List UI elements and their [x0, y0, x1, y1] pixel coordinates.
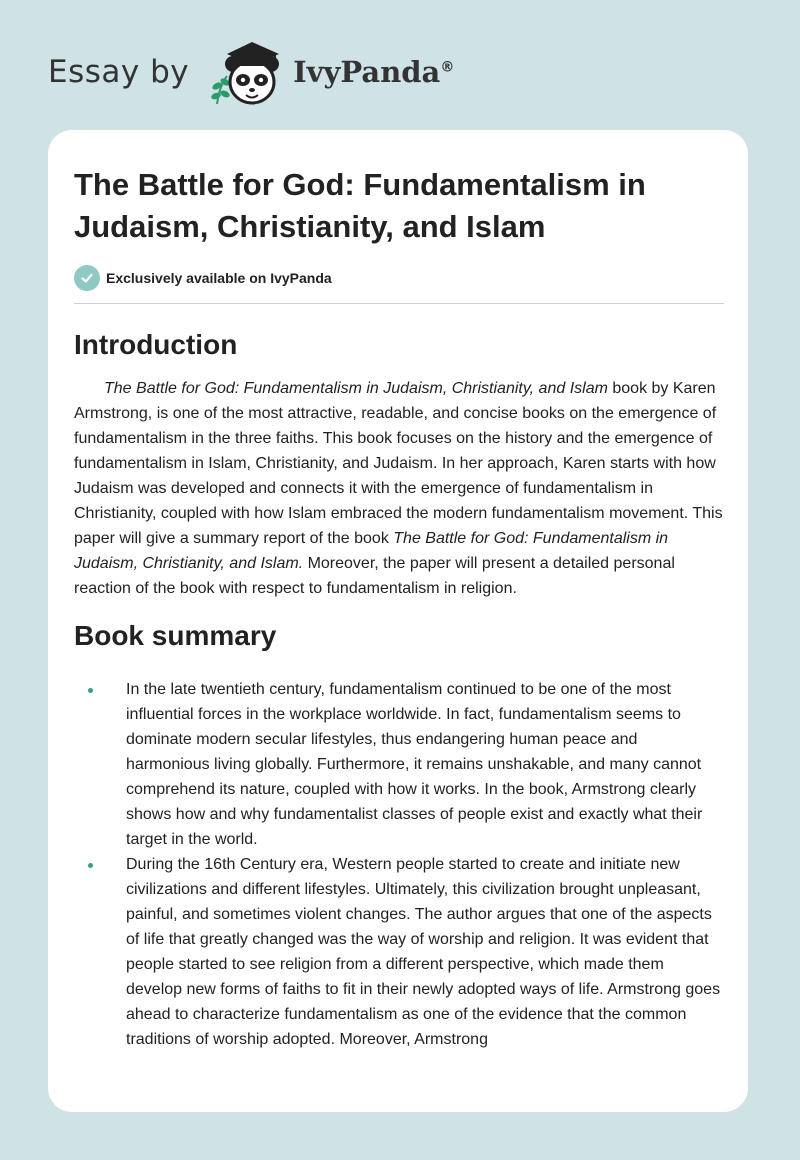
essay-card	[48, 130, 748, 1112]
book-title-italic: The Battle for God: Fundamentalism in Judaism, Christianity, and Islam.	[74, 530, 669, 572]
brand-name: IvyPanda®	[293, 55, 455, 89]
panda-logo-icon	[205, 34, 289, 110]
bullet-icon	[88, 863, 93, 868]
badge-label: Exclusively available on IvyPanda	[106, 270, 332, 286]
list-item-text: During the 16th Century era, Western people started to create and initiate new civilizations and different lifestyles. Ultimately, this civilization brought unpleasant, painful, and sometimes violent changes. The author argues that one of the aspects of life that greatly changed was the way of worship and religion. It was evident that people started to see religion from a different perspective, which made them develop new forms of faiths to fit in their newly adopted ways of life. Armstrong goes ahead to characterize fundamentalism as one of the evidence that the common traditions of worship adopted. Moreover, Armstrong	[126, 856, 721, 1048]
list-item	[74, 677, 724, 852]
site-header-brand[interactable]	[48, 34, 454, 110]
intro-text-part1: book by Karen Armstrong, is one of the most attractive, readable, and concise books on the emergence of fundamentalism in the three faiths. This book focuses on the history and the emergence of fundamentalism in Islam, Christianity, and Judaism. In her approach, Karen starts with how Judaism was developed and connects it with the emergence of fundamentalism in Christianity, coupled with how Islam embraced the modern fundamentalism movement. This paper will give a summary report of the book	[74, 380, 723, 547]
intro-text-part2: Moreover, the paper will present a detailed personal reaction of the book with respect to fundamentalism in religion.	[74, 555, 675, 597]
checkmark-icon	[74, 265, 100, 291]
list-item	[74, 852, 724, 1052]
essay-by-label: Essay by	[48, 54, 190, 90]
exclusive-badge	[74, 264, 724, 292]
list-item-text: In the late twentieth century, fundamentalism continued to be one of the most influential forces in the workplace worldwide. In fact, fundamentalism seems to dominate modern secular lifestyles, thus endangering human peace and harmonious living globally. Furthermore, it remains unshakable, and many cannot comprehend its nature, coupled with how it works. In the book, Armstrong clearly shows how and why fundamentalist classes of people exist and exactly what their target in the world.	[126, 681, 703, 848]
book-summary-heading: Book summary	[74, 620, 277, 651]
registered-mark: ®	[440, 59, 455, 76]
divider	[74, 303, 724, 304]
introduction-paragraph	[74, 376, 724, 601]
introduction-heading: Introduction	[74, 329, 238, 360]
bullet-icon	[88, 688, 93, 693]
book-title-italic: The Battle for God: Fundamentalism in Judaism, Christianity, and Islam	[104, 380, 608, 397]
essay-content	[74, 164, 724, 1052]
summary-list	[74, 677, 724, 1052]
essay-title: The Battle for God: Fundamentalism in Judaism, Christianity, and Islam	[74, 167, 646, 244]
